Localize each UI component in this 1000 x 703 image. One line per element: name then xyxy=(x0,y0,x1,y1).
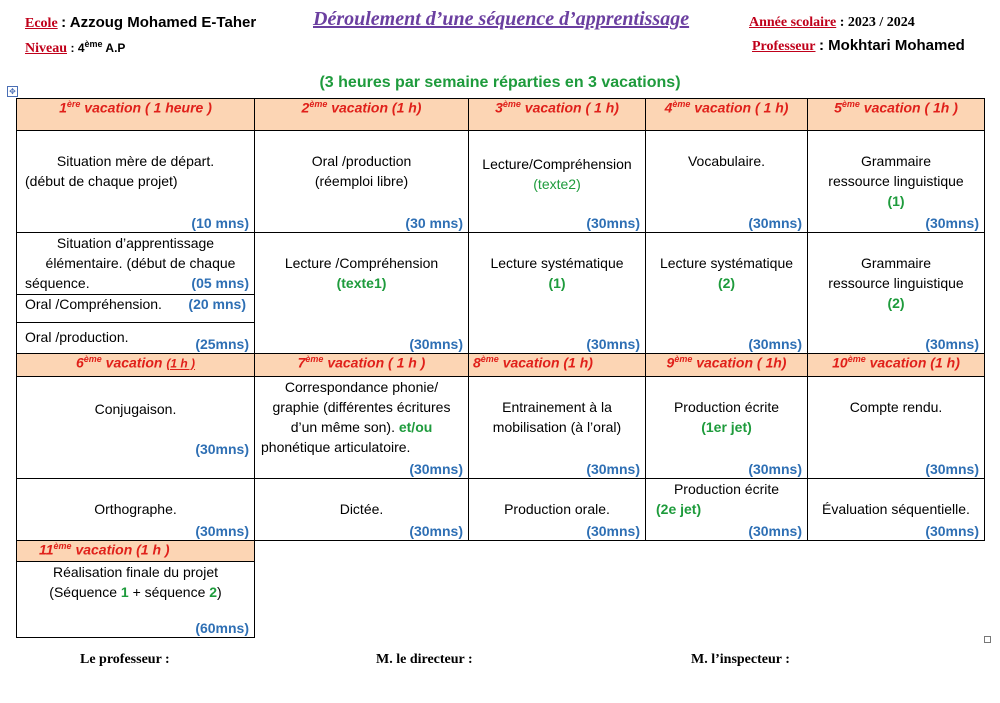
vacation-header-10: 10ème vacation (1 h) xyxy=(808,354,985,377)
cell-orthographe: Orthographe. (30mns) xyxy=(17,479,255,541)
vacation-header-4: 4ème vacation ( 1 h) xyxy=(646,99,808,131)
time-label: (05 mns) xyxy=(191,275,249,291)
time-label: (30mns) xyxy=(409,461,463,477)
header-row-1 xyxy=(17,99,985,131)
resize-handle-icon[interactable] xyxy=(984,636,991,643)
annee-value: : 2023 / 2024 xyxy=(839,15,915,30)
professeur-line xyxy=(752,37,965,55)
time-label: (60mns) xyxy=(195,620,249,636)
header-row-3 xyxy=(17,541,985,562)
activity-row-5 xyxy=(17,562,985,638)
vacation-header-7: 7ème vacation ( 1 h ) xyxy=(255,354,469,377)
activity-row-4 xyxy=(17,479,985,541)
cell-entrainement: Entrainement à la mobilisation (à l’oral) (30mns) xyxy=(469,377,646,479)
activity-row-2 xyxy=(17,233,985,354)
cell-production-ecrite-1: Production écrite (1er jet) (30mns) xyxy=(646,377,808,479)
page-title: Déroulement d’une séquence d’apprentissage xyxy=(313,8,690,30)
time-label: (30mns) xyxy=(195,523,249,539)
niveau-value-sup: ème xyxy=(84,39,103,49)
ecole-line xyxy=(25,14,256,32)
cell-production-orale: Production orale. (30mns) xyxy=(469,479,646,541)
cell-lecture-systematique-1: Lecture systématique (1) (30mns) xyxy=(469,233,646,354)
time-label: (30mns) xyxy=(586,215,640,231)
time-label: (30mns) xyxy=(925,461,979,477)
niveau-label: Niveau xyxy=(25,41,67,56)
time-label: (30mns) xyxy=(195,441,249,457)
vacation-header-8: 8ème vacation (1 h) xyxy=(469,354,646,377)
vacation-header-5: 5ème vacation ( 1h ) xyxy=(808,99,985,131)
subtitle: (3 heures par semaine réparties en 3 vacations) xyxy=(319,74,681,91)
time-label: (25mns) xyxy=(195,336,249,352)
sequence-table xyxy=(16,98,985,638)
cell-dictee: Dictée. (30mns) xyxy=(255,479,469,541)
ecole-label: Ecole xyxy=(25,16,58,31)
activity-row-1 xyxy=(17,131,985,233)
cell-lecture-systematique-2: Lecture systématique (2) (30mns) xyxy=(646,233,808,354)
time-label: (30mns) xyxy=(409,336,463,352)
time-label: (30mns) xyxy=(925,523,979,539)
time-label: (30mns) xyxy=(748,215,802,231)
cell-grammaire-2: Grammaire ressource linguistique (2) (30mns) xyxy=(808,233,985,354)
activity-row-3 xyxy=(17,377,985,479)
cell-vocabulaire: Vocabulaire. (30mns) xyxy=(646,131,808,233)
time-label: (30mns) xyxy=(748,523,802,539)
time-label: (30 mns) xyxy=(405,215,463,231)
cell-realisation: Réalisation finale du projet (Séquence 1 + séquence 2) (60mns) xyxy=(17,562,255,638)
cell-compte-rendu: Compte rendu. (30mns) xyxy=(808,377,985,479)
vacation-header-9: 9ème vacation ( 1h) xyxy=(646,354,808,377)
signature-inspecteur: M. l’inspecteur : xyxy=(691,652,790,667)
cell-production-ecrite-2: Production écrite (2e jet) (30mns) xyxy=(646,479,808,541)
move-anchor-icon[interactable]: ✥ xyxy=(7,86,18,97)
time-label: (30mns) xyxy=(748,461,802,477)
annee-label: Année scolaire xyxy=(749,15,837,30)
annee-line xyxy=(749,15,915,31)
time-label: (30mns) xyxy=(586,461,640,477)
cell-evaluation: Évaluation séquentielle. (30mns) xyxy=(808,479,985,541)
cell-correspondance: Correspondance phonie/ graphie (différentes écritures d’un même son). et/ou phonétique articulatoire. (30mns) xyxy=(255,377,469,479)
time-label: (10 mns) xyxy=(191,215,249,231)
cell-lecture-texte1: Lecture /Compréhension (texte1) (30mns) xyxy=(255,233,469,354)
cell-lecture-texte2: Lecture/Compréhension (texte2) (30mns) xyxy=(469,131,646,233)
cell-oral-production: Oral /production (réemploi libre) (30 mns) xyxy=(255,131,469,233)
cell-situation-apprentissage: Situation d’apprentissage élémentaire. (début de chaque séquence. (05 mns) Oral /Compréhension. (20 mns) Oral /production. (25mns) xyxy=(17,233,255,354)
professeur-label: Professeur xyxy=(752,39,816,54)
cell-grammaire-1: Grammaire ressource linguistique (1) (30mns) xyxy=(808,131,985,233)
time-label: (30mns) xyxy=(748,336,802,352)
vacation-header-1: 1ère vacation ( 1 heure ) xyxy=(17,99,255,131)
niveau-value-suffix: A.P xyxy=(102,41,126,55)
vacation-header-2: 2ème vacation (1 h) xyxy=(255,99,469,131)
time-label: (30mns) xyxy=(586,523,640,539)
professeur-value: : Mokhtari Mohamed xyxy=(819,37,965,54)
vacation-header-6: 6ème vacation (1 h ) xyxy=(17,354,255,377)
time-label: (30mns) xyxy=(925,336,979,352)
niveau-value-prefix: : 4 xyxy=(70,41,85,55)
time-label: (30mns) xyxy=(925,215,979,231)
sub-row-divider xyxy=(17,322,254,323)
signature-professeur: Le professeur : xyxy=(80,652,170,667)
vacation-header-3: 3ème vacation ( 1 h) xyxy=(469,99,646,131)
signature-directeur: M. le directeur : xyxy=(376,652,473,667)
vacation-header-11: 11ème vacation (1 h ) xyxy=(17,541,255,562)
time-label: (30mns) xyxy=(409,523,463,539)
time-label: (30mns) xyxy=(586,336,640,352)
header-row-2 xyxy=(17,354,985,377)
cell-conjugaison: Conjugaison. (30mns) xyxy=(17,377,255,479)
cell-situation-mere: Situation mère de départ. (début de chaque projet) (10 mns) xyxy=(17,131,255,233)
niveau-line xyxy=(25,39,125,57)
ecole-value: : Azzoug Mohamed E-Taher xyxy=(61,14,257,31)
time-label: (20 mns) xyxy=(188,296,246,312)
